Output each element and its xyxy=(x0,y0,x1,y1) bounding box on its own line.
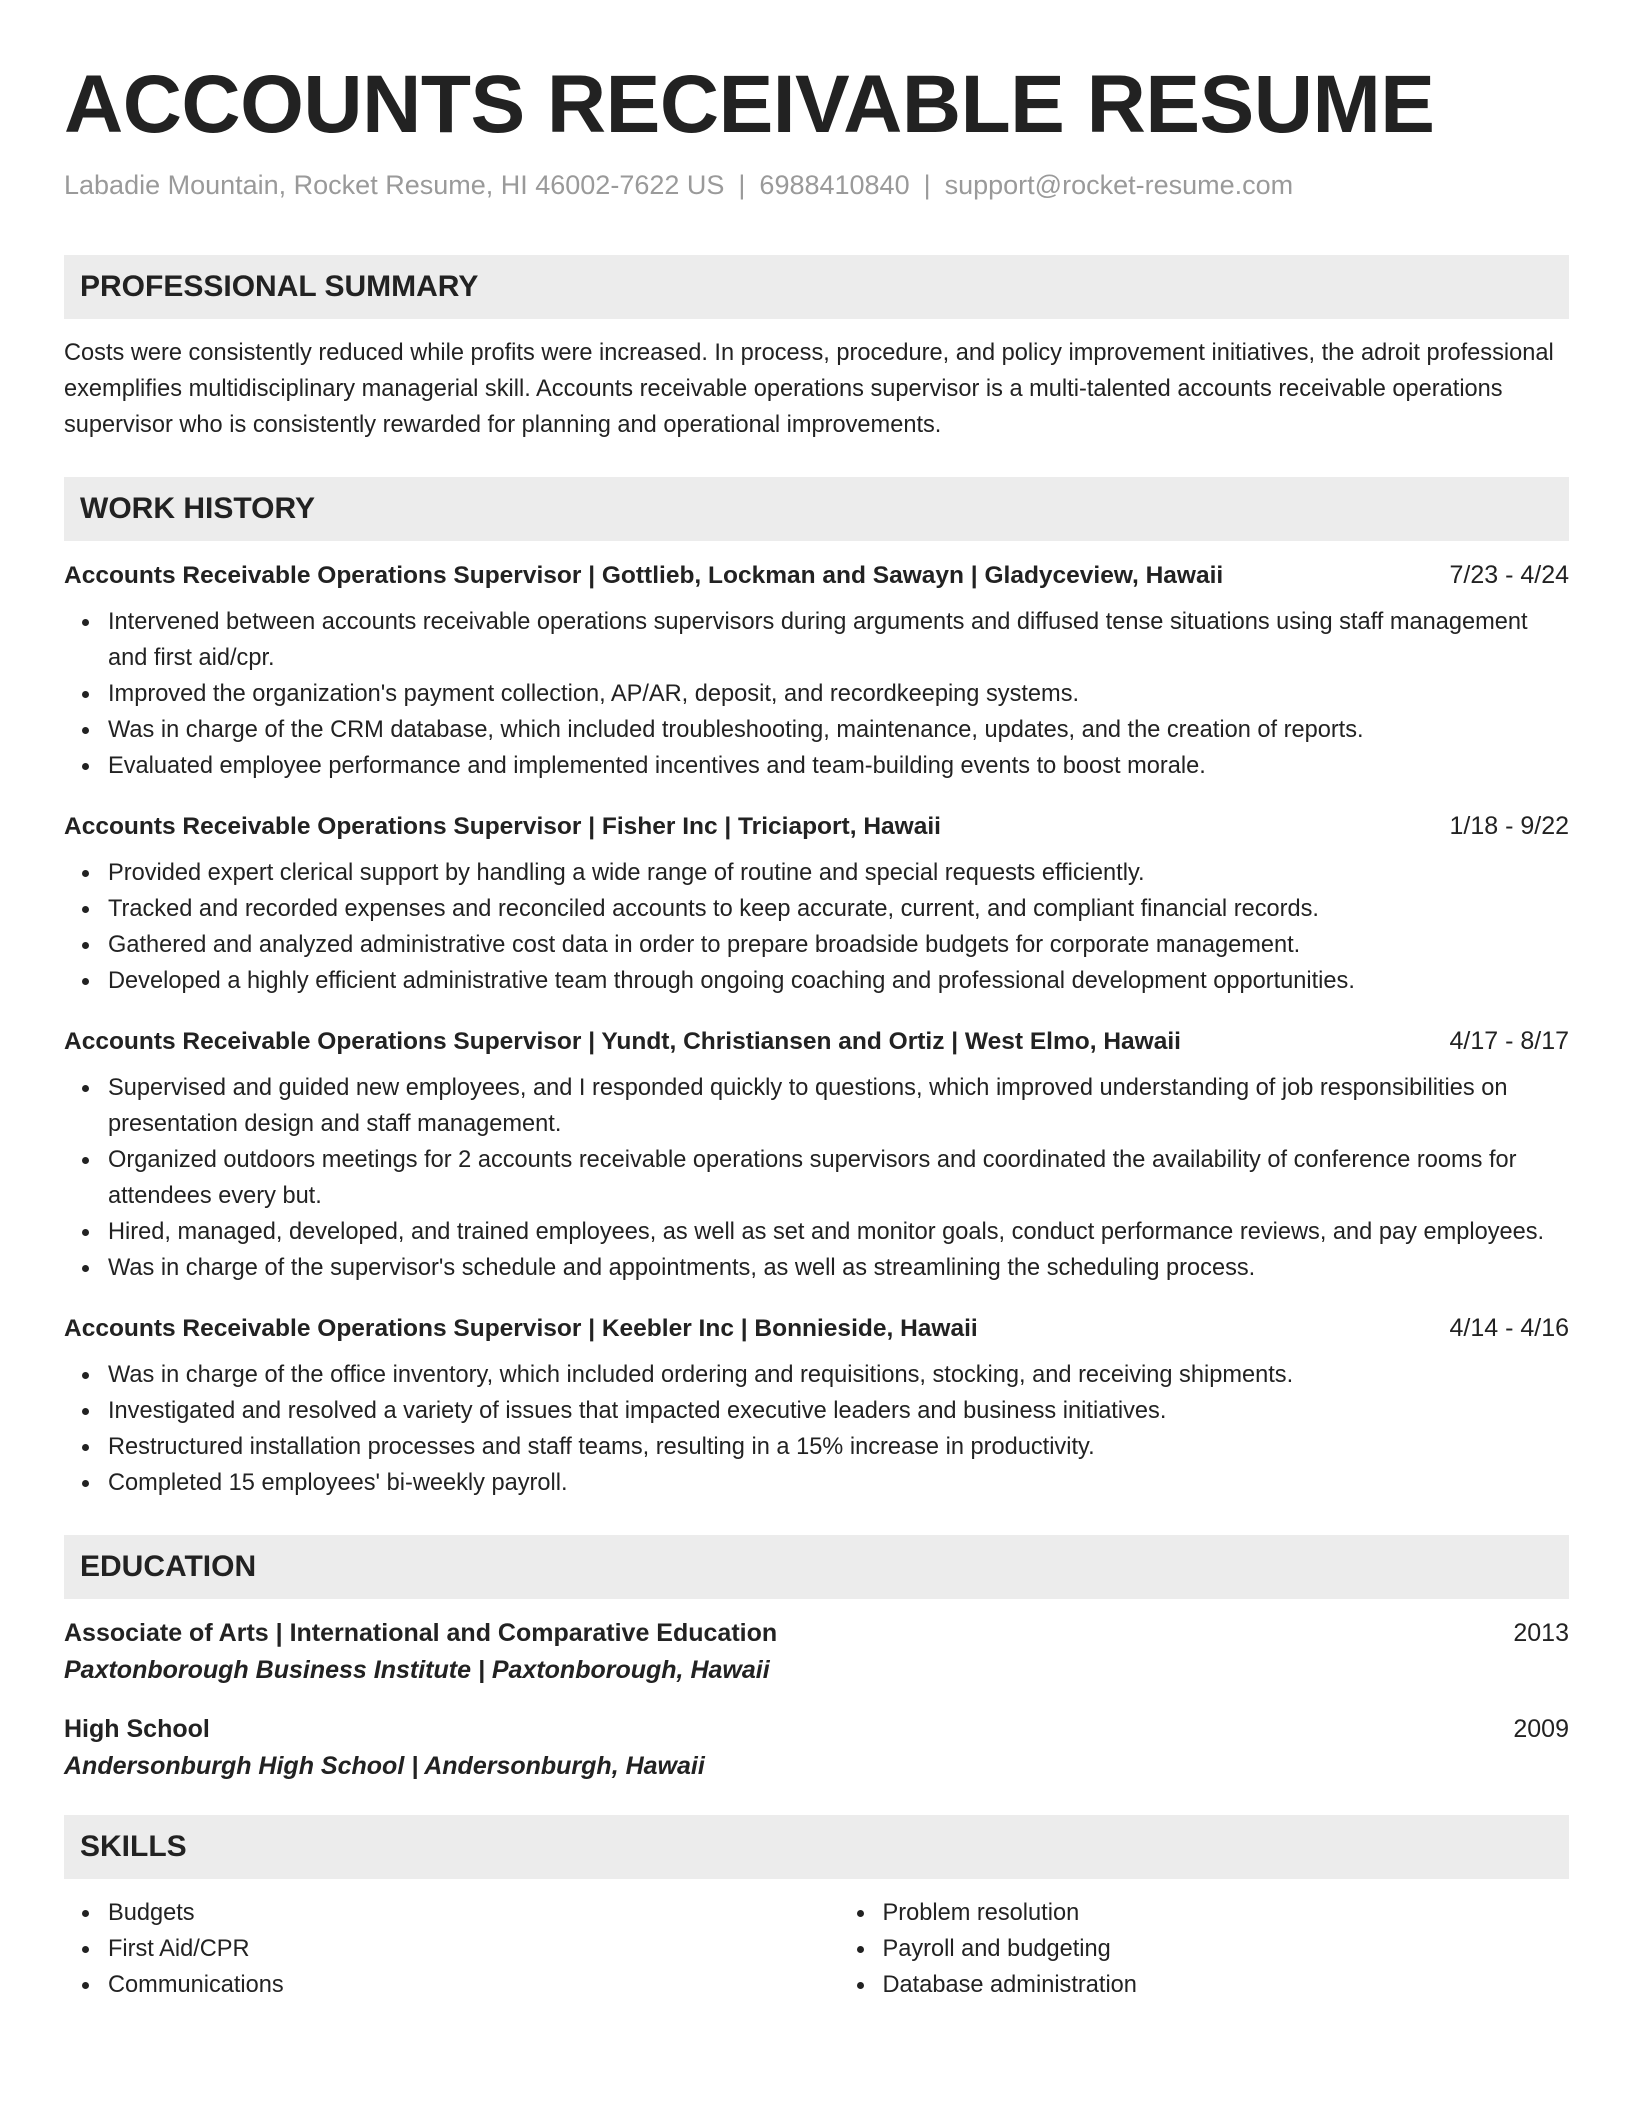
job-bullet: Gathered and analyzed administrative cost data in order to prepare broadside budgets for corporate management. xyxy=(108,927,1569,963)
education-degree: Associate of Arts | International and Comparative Education xyxy=(64,1619,778,1647)
job-bullet: Organized outdoors meetings for 2 accounts receivable operations supervisors and coordinated the availability of conference rooms for attendees every but. xyxy=(108,1142,1569,1214)
education-year: 2009 xyxy=(1513,1715,1569,1743)
education-heading: EDUCATION xyxy=(64,1535,1569,1599)
job-bullet: Tracked and recorded expenses and reconciled accounts to keep accurate, current, and compliant financial records. xyxy=(108,891,1569,927)
summary-text: Costs were consistently reduced while profits were increased. In process, procedure, and policy improvement initiatives, the adroit professional exemplifies multidisciplinary managerial skill. Accounts receivable operations supervisor is a multi-talented accounts receivable operations supervisor who is consistently rewarded for planning and operational improvements. xyxy=(64,340,1554,438)
job-entry xyxy=(64,1027,1569,1286)
education-school: Paxtonborough Business Institute | Paxtonborough, Hawaii xyxy=(64,1656,770,1684)
job-dates: 4/14 - 4/16 xyxy=(1449,1314,1569,1342)
contact-phone: 6988410840 xyxy=(759,170,910,200)
job-bullet: Evaluated employee performance and implemented incentives and team-building events to boost morale. xyxy=(108,748,1569,784)
job-bullet: Was in charge of the office inventory, which included ordering and requisitions, stocking, and receiving shipments. xyxy=(108,1357,1569,1393)
education-degree: High School xyxy=(64,1715,210,1743)
job-bullet: Was in charge of the supervisor's schedule and appointments, as well as streamlining the scheduling process. xyxy=(108,1250,1569,1286)
skills-list xyxy=(64,1895,1569,2003)
skills-heading: SKILLS xyxy=(64,1815,1569,1879)
education-entry xyxy=(64,1715,1569,1781)
skill-item: Database administration xyxy=(883,1967,1570,2003)
job-title: Accounts Receivable Operations Supervisor | Keebler Inc | Bonnieside, Hawaii xyxy=(64,1315,978,1342)
contact-separator: | xyxy=(923,170,931,200)
job-entry xyxy=(64,561,1569,784)
job-bullets xyxy=(64,604,1569,784)
job-bullet: Improved the organization's payment collection, AP/AR, deposit, and recordkeeping systems. xyxy=(108,676,1569,712)
job-bullets xyxy=(64,1357,1569,1501)
contact-address: Labadie Mountain, Rocket Resume, HI 46002-7622 US xyxy=(64,170,725,200)
job-bullet: Completed 15 employees' bi-weekly payroll. xyxy=(108,1465,1569,1501)
job-bullets xyxy=(64,1070,1569,1286)
job-bullets xyxy=(64,855,1569,999)
education-school: Andersonburgh High School | Andersonburgh, Hawaii xyxy=(64,1752,705,1780)
skills-column-right xyxy=(839,1895,1570,2003)
job-dates: 1/18 - 9/22 xyxy=(1449,812,1569,840)
job-bullet: Was in charge of the CRM database, which included troubleshooting, maintenance, updates, and the creation of reports. xyxy=(108,712,1569,748)
education-year: 2013 xyxy=(1513,1619,1569,1647)
job-entry xyxy=(64,1314,1569,1501)
job-title: Accounts Receivable Operations Supervisor | Gottlieb, Lockman and Sawayn | Gladyceview, Hawaii xyxy=(64,562,1224,589)
job-bullet: Hired, managed, developed, and trained employees, as well as set and monitor goals, conduct performance reviews, and pay employees. xyxy=(108,1214,1569,1250)
job-title: Accounts Receivable Operations Supervisor | Yundt, Christiansen and Ortiz | West Elmo, Hawaii xyxy=(64,1028,1181,1055)
job-title: Accounts Receivable Operations Supervisor | Fisher Inc | Triciaport, Hawaii xyxy=(64,813,941,840)
skill-item: Problem resolution xyxy=(883,1895,1570,1931)
job-bullet: Developed a highly efficient administrative team through ongoing coaching and professional development opportunities. xyxy=(108,963,1569,999)
job-entry xyxy=(64,812,1569,999)
education-entry xyxy=(64,1619,1569,1685)
contact-line xyxy=(64,170,1569,201)
job-bullet: Provided expert clerical support by handling a wide range of routine and special requests efficiently. xyxy=(108,855,1569,891)
work-history-heading: WORK HISTORY xyxy=(64,477,1569,541)
job-bullet: Intervened between accounts receivable operations supervisors during arguments and diffused tense situations using staff management and first aid/cpr. xyxy=(108,604,1569,676)
skills-column-left xyxy=(64,1895,839,2003)
summary-heading: PROFESSIONAL SUMMARY xyxy=(64,255,1569,319)
job-bullet: Restructured installation processes and staff teams, resulting in a 15% increase in productivity. xyxy=(108,1429,1569,1465)
resume-title: ACCOUNTS RECEIVABLE RESUME xyxy=(64,59,1435,150)
skill-item: Communications xyxy=(108,1967,839,2003)
job-dates: 4/17 - 8/17 xyxy=(1449,1027,1569,1055)
skill-item: Budgets xyxy=(108,1895,839,1931)
contact-email[interactable]: support@rocket-resume.com xyxy=(944,170,1294,200)
skill-item: Payroll and budgeting xyxy=(883,1931,1570,1967)
job-bullet: Investigated and resolved a variety of issues that impacted executive leaders and business initiatives. xyxy=(108,1393,1569,1429)
skill-item: First Aid/CPR xyxy=(108,1931,839,1967)
contact-separator: | xyxy=(738,170,746,200)
job-dates: 7/23 - 4/24 xyxy=(1449,561,1569,589)
job-bullet: Supervised and guided new employees, and I responded quickly to questions, which improved understanding of job responsibilities on presentation design and staff management. xyxy=(108,1070,1569,1142)
